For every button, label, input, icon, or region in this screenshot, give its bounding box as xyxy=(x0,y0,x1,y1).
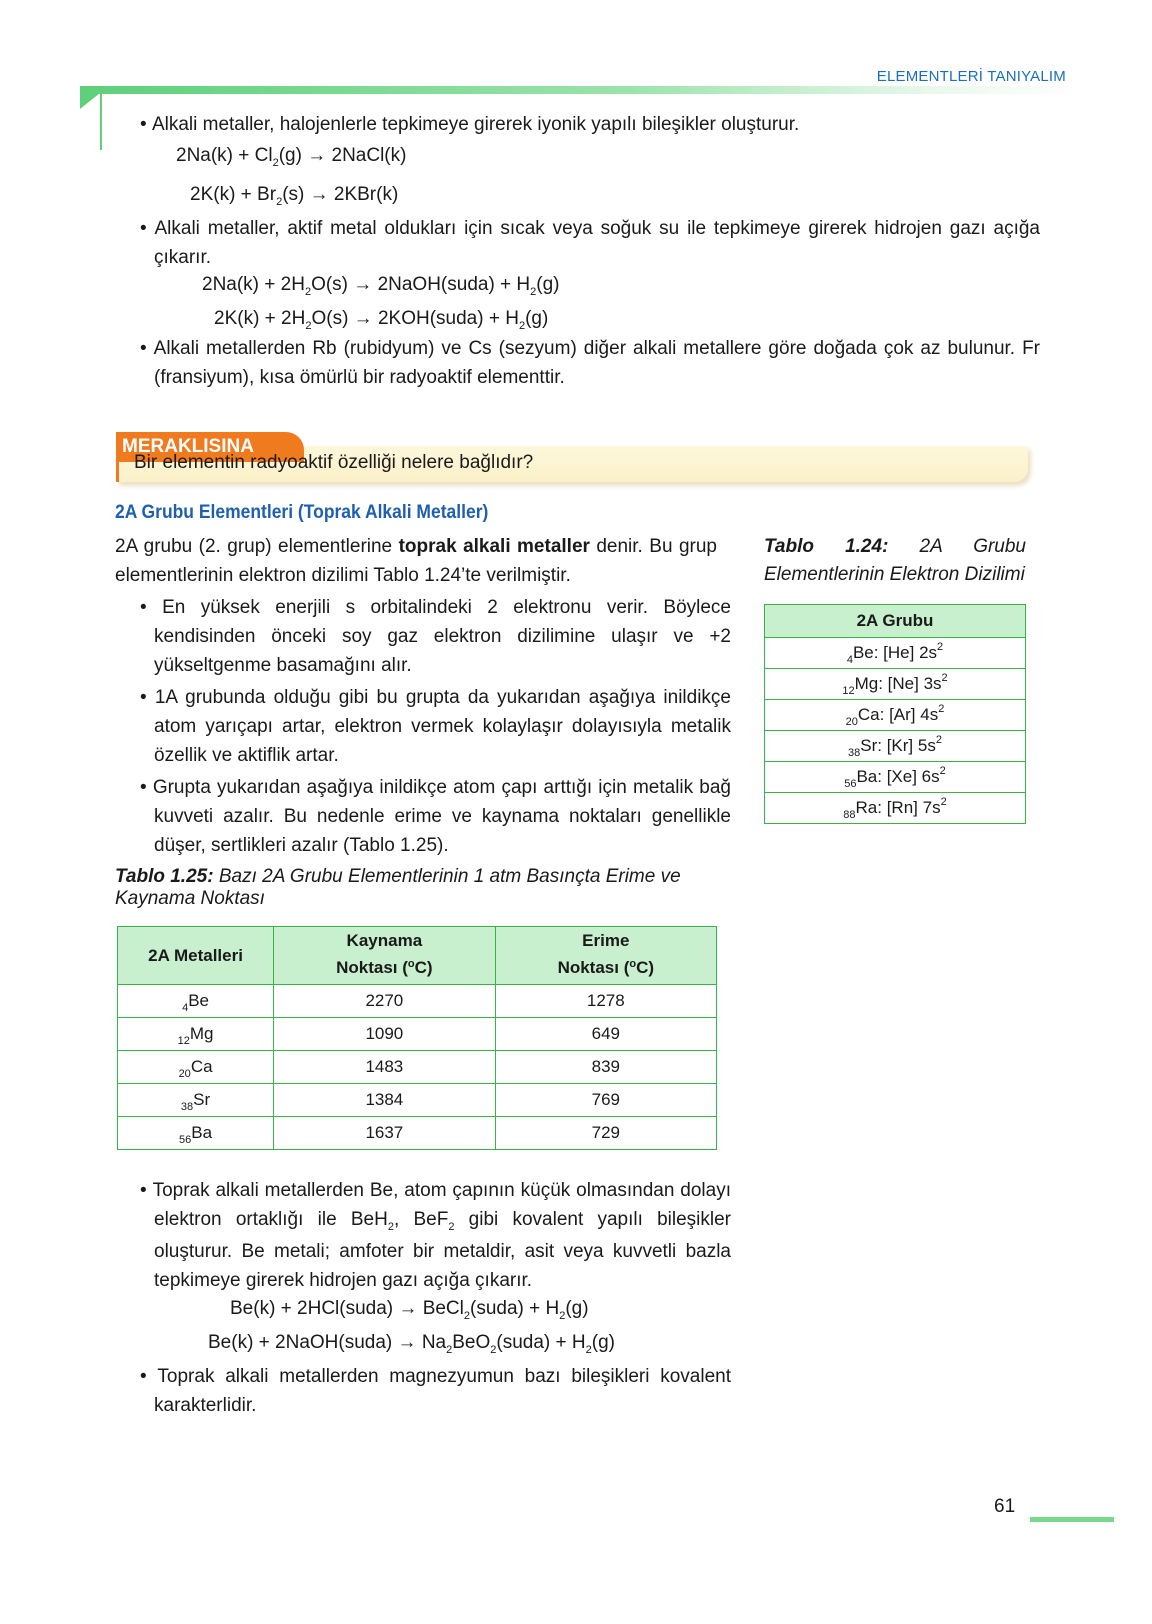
bullet-halogen: • Alkali metaller, halojenlerle tepkimeye girerek iyonik yapılı bileşikler oluşturur. xyxy=(140,114,800,135)
table-125-caption xyxy=(115,866,725,910)
bullet-radius: • 1A grubunda olduğu gibi bu grupta da yukarıdan aşağıya inildikçe atom yarıçapı artar, elektron vermek kolaylaşır dolayısıyla metalik özellik ve aktiflik artar. xyxy=(140,687,732,766)
intro-bold: toprak alkali metaller xyxy=(398,536,590,557)
table-row xyxy=(118,1084,717,1117)
bullet-text: En yüksek enerjili s orbitalindeki 2 elektronu verir. Böylece kendisinden önceki soy gaz elektron dizilimine ulaşır ve +2 yükseltgenme basamağını alır. xyxy=(154,597,731,676)
boiling-cell: 2270 xyxy=(274,985,496,1018)
melting-cell: 839 xyxy=(495,1051,716,1084)
equation-koh: $2K(k) + 2H_2O(s)$ → 2KOH(suda) + $H_2(g)$ xyxy=(214,308,549,332)
melting-cell: 649 xyxy=(495,1018,716,1051)
equation-na2beo2: Be(k) + 2NaOH(suda) → $Na_2BeO_2(suda) + H_2(g)$ xyxy=(208,1332,615,1356)
header-metals: 2A Metalleri xyxy=(118,927,274,985)
header-boiling: Kaynama Noktası ($^o$C) xyxy=(274,927,496,985)
equation-naoh: $2Na(k) + 2H_2O(s)$ → 2NaOH(suda) + $H_2(g)$ xyxy=(202,274,560,298)
table-row xyxy=(765,731,1026,762)
header-bar xyxy=(80,86,1080,94)
boiling-cell: 1483 xyxy=(274,1051,496,1084)
boiling-cell: 1384 xyxy=(274,1084,496,1117)
table-row xyxy=(118,1051,717,1084)
table-header-row xyxy=(118,927,717,985)
intro-text: denir. Bu grup elementlerinin elektron dizilimi Tablo 1.24’te verilmiştir. xyxy=(115,536,717,586)
equation-becl2: Be(k) + 2HCl(suda) → BeCl$_2$(suda) + $H_2(g)$ xyxy=(230,1298,589,1322)
table-melting-boiling xyxy=(117,926,717,1150)
section-title: 2A Grubu Elementleri (Toprak Alkali Metaller) xyxy=(115,502,489,523)
chapter-title: ELEMENTLERİ TANIYALIM xyxy=(876,68,1066,85)
footer-bar xyxy=(1030,1517,1114,1522)
config-cell: $_{88}$Ra: [Rn] $7s^2$ xyxy=(765,793,1026,824)
melting-cell: 729 xyxy=(495,1117,716,1150)
table-header-cell: 2A Grubu xyxy=(765,605,1026,638)
element-cell: $_4$Be xyxy=(118,985,274,1018)
config-cell: $_{12}$Mg: [Ne] $3s^2$ xyxy=(765,669,1026,700)
section-intro xyxy=(115,532,717,590)
bullet-text: gibi kovalent yapılı bileşikler oluşturur. Be metali; amfoter bir metaldir, asit veya kuvvetli bazla tepkimeye girerek hidrojen gazı açığa çıkarır. xyxy=(154,1209,731,1291)
melting-cell: 1278 xyxy=(495,985,716,1018)
element-cell: $_{12}$Mg xyxy=(118,1018,274,1051)
config-cell: $_{20}$Ca: [Ar] $4s^2$ xyxy=(765,700,1026,731)
bullet-water: • Alkali metaller, aktif metal oldukları için sıcak veya soğuk su ile tepkimeye girerek hidrojen gazı açığa çıkarır. xyxy=(140,218,1040,268)
table-row xyxy=(765,793,1026,824)
meraklisina-question: Bir elementin radyoaktif özelliği nelere bağlıdır? xyxy=(134,452,534,473)
element-cell: $_{38}$Sr xyxy=(118,1084,274,1117)
boiling-cell: 1090 xyxy=(274,1018,496,1051)
bullet-text: 1A grubunda olduğu gibi bu grupta da yukarıdan aşağıya inildikçe atom yarıçapı artar, elektron vermek kolaylaşır dolayısıyla metalik özellik ve aktiflik artar. xyxy=(154,687,732,766)
table-row xyxy=(765,638,1026,669)
caption-label: Tablo 1.25: xyxy=(115,866,214,887)
table-row xyxy=(118,1117,717,1150)
bullet-s-orbital: • En yüksek enerjili s orbitalindeki 2 elektronu verir. Böylece kendisinden önceki soy gaz elektron dizilimine ulaşır ve +2 yükseltgenme basamağını alır. xyxy=(140,597,731,676)
table-124-caption xyxy=(764,533,1026,589)
table-row xyxy=(118,1018,717,1051)
bullet-text: Alkali metaller, halojenlerle tepkimeye girerek iyonik yapılı bileşikler oluşturur. xyxy=(151,114,800,135)
table-row xyxy=(765,762,1026,793)
bullet-text: Toprak alkali metallerden Be, atom çapının küçük olmasından dolayı elektron ortaklığı ile BeH xyxy=(152,1180,731,1230)
bullet-text: Grupta yukarıdan aşağıya inildikçe atom çapı arttığı için metalik bağ kuvveti azalır. Bu nedenle erime ve kaynama noktaları genellikle düşer, sertlikleri azalır (Tablo 1.25). xyxy=(152,777,731,856)
bullet-text: Alkali metallerden Rb (rubidyum) ve Cs (sezyum) diğer alkali metallere göre doğada çok az bulunur. Fr (fransiyum), kısa ömürlü bir radyoaktif elementtir. xyxy=(153,338,1040,388)
boiling-cell: 1637 xyxy=(274,1117,496,1150)
config-cell: $_{56}$Ba: [Xe] $6s^2$ xyxy=(765,762,1026,793)
intro-text: 2A grubu (2. grup) elementlerine xyxy=(115,536,399,557)
table-electron-config xyxy=(764,604,1026,824)
config-cell: $_4$Be: [He] $2s^2$ xyxy=(765,638,1026,669)
table-header-row xyxy=(765,605,1026,638)
table-row xyxy=(765,669,1026,700)
melting-cell: 769 xyxy=(495,1084,716,1117)
table-row xyxy=(765,700,1026,731)
bullet-text: , BeF xyxy=(393,1209,449,1230)
element-cell: $_{20}$Ca xyxy=(118,1051,274,1084)
element-cell: $_{56}$Ba xyxy=(118,1117,274,1150)
table-row xyxy=(118,985,717,1018)
bullet-be-covalent: • Toprak alkali metallerden Be, atom çapının küçük olmasından dolayı elektron ortaklığı ile BeH$_2$, BeF$_2$ gibi kovalent yapılı bileşikler oluşturur. Be metali; amfoter bir metaldir, asit veya kuvvetli bazla tepkimeye girerek hidrojen gazı açığa çıkarır. xyxy=(140,1180,731,1291)
caption-label: Tablo 1.24: xyxy=(764,536,889,557)
caption-text: Bazı 2A Grubu Elementlerinin 1 atm Basınçta Erime ve Kaynama Noktası xyxy=(115,866,681,909)
bullet-mg-covalent: • Toprak alkali metallerden magnezyumun bazı bileşikleri kovalent karakterlidir. xyxy=(140,1366,731,1416)
equation-kbr: $2K(k) + Br_2(s) \to 2KBr(k)$ xyxy=(190,184,399,208)
header-melting: Erime Noktası ($^o$C) xyxy=(495,927,716,985)
header-corner xyxy=(80,93,100,109)
bullet-rb-cs: • Alkali metallerden Rb (rubidyum) ve Cs (sezyum) diğer alkali metallere göre doğada çok az bulunur. Fr (fransiyum), kısa ömürlü bir radyoaktif elementtir. xyxy=(140,338,1040,388)
bullet-metallic-bond: • Grupta yukarıdan aşağıya inildikçe atom çapı arttığı için metalik bağ kuvveti azalır. Bu nedenle erime ve kaynama noktaları genellikle düşer, sertlikleri azalır (Tablo 1.25). xyxy=(140,777,731,856)
header-vline xyxy=(100,92,102,150)
page-number: 61 xyxy=(994,1496,1016,1517)
bullet-text: Toprak alkali metallerden magnezyumun bazı bileşikleri kovalent karakterlidir. xyxy=(154,1366,731,1416)
config-cell: $_{38}$Sr: [Kr] $5s^2$ xyxy=(765,731,1026,762)
caption-text: 2A Grubu Elementlerinin Elektron Dizilimi xyxy=(764,536,1027,585)
bullet-text: Alkali metaller, aktif metal oldukları için sıcak veya soğuk su ile tepkimeye girerek hidrojen gazı açığa çıkarır. xyxy=(154,218,1040,268)
meraklisina-label: MERAKLISINA xyxy=(116,432,304,462)
equation-nacl: $2Na(k) + Cl_2(g)$ → 2NaCl(k) xyxy=(176,145,407,169)
